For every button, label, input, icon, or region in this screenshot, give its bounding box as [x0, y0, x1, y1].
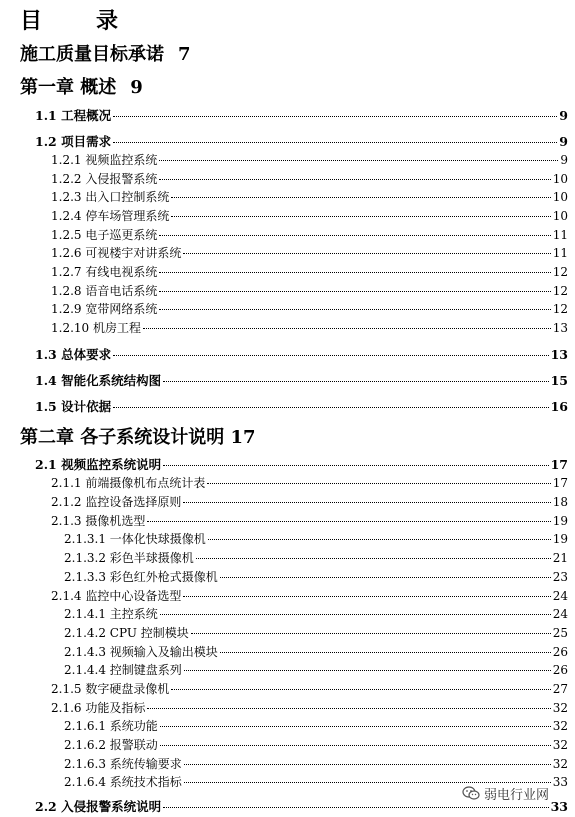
watermark-text: 弱电行业网 [484, 788, 550, 803]
toc-entry-1-2-1[interactable]: 1.2.1 视频监控系统 9 [51, 153, 568, 167]
toc-entry-2-1-4-1[interactable]: 2.1.4.1 主控系统 24 [64, 607, 568, 621]
toc-entry-2-1-6-3[interactable]: 2.1.6.3 系统传输要求 32 [64, 757, 568, 771]
toc-entry-2-1-3-1[interactable]: 2.1.3.1 一体化快球摄像机 19 [64, 532, 568, 546]
toc-entry-2-1-4-3[interactable]: 2.1.4.3 视频输入及输出模块 26 [64, 645, 568, 659]
toc-entry-2-1-3-2[interactable]: 2.1.3.2 彩色半球摄像机 21 [64, 551, 568, 565]
heading-page: 9 [130, 77, 143, 98]
toc-entry-2-1[interactable]: 2.1 视频监控系统说明 17 [35, 457, 568, 472]
toc-entry-2-2[interactable]: 2.2 入侵报警系统说明 33 [35, 799, 568, 814]
toc-entry-2-1-2[interactable]: 2.1.2 监控设备选择原则 18 [51, 495, 568, 509]
toc-entry-2-1-6-4[interactable]: 2.1.6.4 系统技术指标 33 [64, 775, 568, 789]
heading-quality-commitment[interactable] [20, 40, 191, 66]
toc-entry-1-5[interactable]: 1.5 设计依据 16 [35, 399, 568, 414]
toc-entry-2-1-4-4[interactable]: 2.1.4.4 控制键盘系列 26 [64, 663, 568, 677]
toc-entry-1-2-9[interactable]: 1.2.9 宽带网络系统 12 [51, 302, 568, 316]
toc-entry-2-1-4-2[interactable]: 2.1.4.2 CPU 控制模块 25 [64, 626, 568, 640]
toc-entry-1-1[interactable]: 1.1 工程概况 9 [35, 108, 568, 123]
toc-entry-1-2-8[interactable]: 1.2.8 语音电话系统 12 [51, 284, 568, 298]
toc-entry-2-1-3-3[interactable]: 2.1.3.3 彩色红外枪式摄像机 23 [64, 570, 568, 584]
toc-entry-2-1-1[interactable]: 2.1.1 前端摄像机布点统计表 17 [51, 476, 568, 490]
toc-entry-1-2[interactable]: 1.2 项目需求 9 [35, 134, 568, 149]
wechat-icon [462, 786, 480, 801]
heading-chapter-1[interactable] [20, 73, 143, 99]
toc-entry-1-3[interactable]: 1.3 总体要求 13 [35, 347, 568, 362]
toc-title [20, 4, 118, 35]
toc-entry-1-2-3[interactable]: 1.2.3 出入口控制系统 10 [51, 190, 568, 204]
toc-entry-2-1-3[interactable]: 2.1.3 摄像机选型 19 [51, 514, 568, 528]
toc-entry-1-2-7[interactable]: 1.2.7 有线电视系统 12 [51, 265, 568, 279]
toc-title-char-2: 录 [96, 8, 119, 34]
heading-page: 7 [178, 44, 191, 65]
heading-text: 施工质量目标承诺 [20, 44, 164, 65]
heading-text: 第一章 概述 [20, 77, 117, 98]
toc-entry-2-1-6-1[interactable]: 2.1.6.1 系统功能 32 [64, 719, 568, 733]
toc-title-char-1: 目 [20, 8, 43, 34]
toc-entry-1-2-10[interactable]: 1.2.10 机房工程 13 [51, 321, 568, 335]
toc-entry-2-1-5[interactable]: 2.1.5 数字硬盘录像机 27 [51, 682, 568, 696]
watermark [462, 784, 549, 803]
toc-entry-2-1-6[interactable]: 2.1.6 功能及指标 32 [51, 701, 568, 715]
toc-entry-1-4[interactable]: 1.4 智能化系统结构图 15 [35, 373, 568, 388]
heading-text: 第二章 各子系统设计说明 17 [20, 427, 256, 448]
toc-entry-2-1-4[interactable]: 2.1.4 监控中心设备选型 24 [51, 589, 568, 603]
toc-entry-1-2-6[interactable]: 1.2.6 可视楼宇对讲系统 11 [51, 246, 568, 260]
heading-chapter-2[interactable] [20, 423, 256, 449]
toc-entry-1-2-4[interactable]: 1.2.4 停车场管理系统 10 [51, 209, 568, 223]
toc-entry-1-2-5[interactable]: 1.2.5 电子巡更系统 11 [51, 228, 568, 242]
toc-entry-1-2-2[interactable]: 1.2.2 入侵报警系统 10 [51, 172, 568, 186]
toc-entry-2-1-6-2[interactable]: 2.1.6.2 报警联动 32 [64, 738, 568, 752]
